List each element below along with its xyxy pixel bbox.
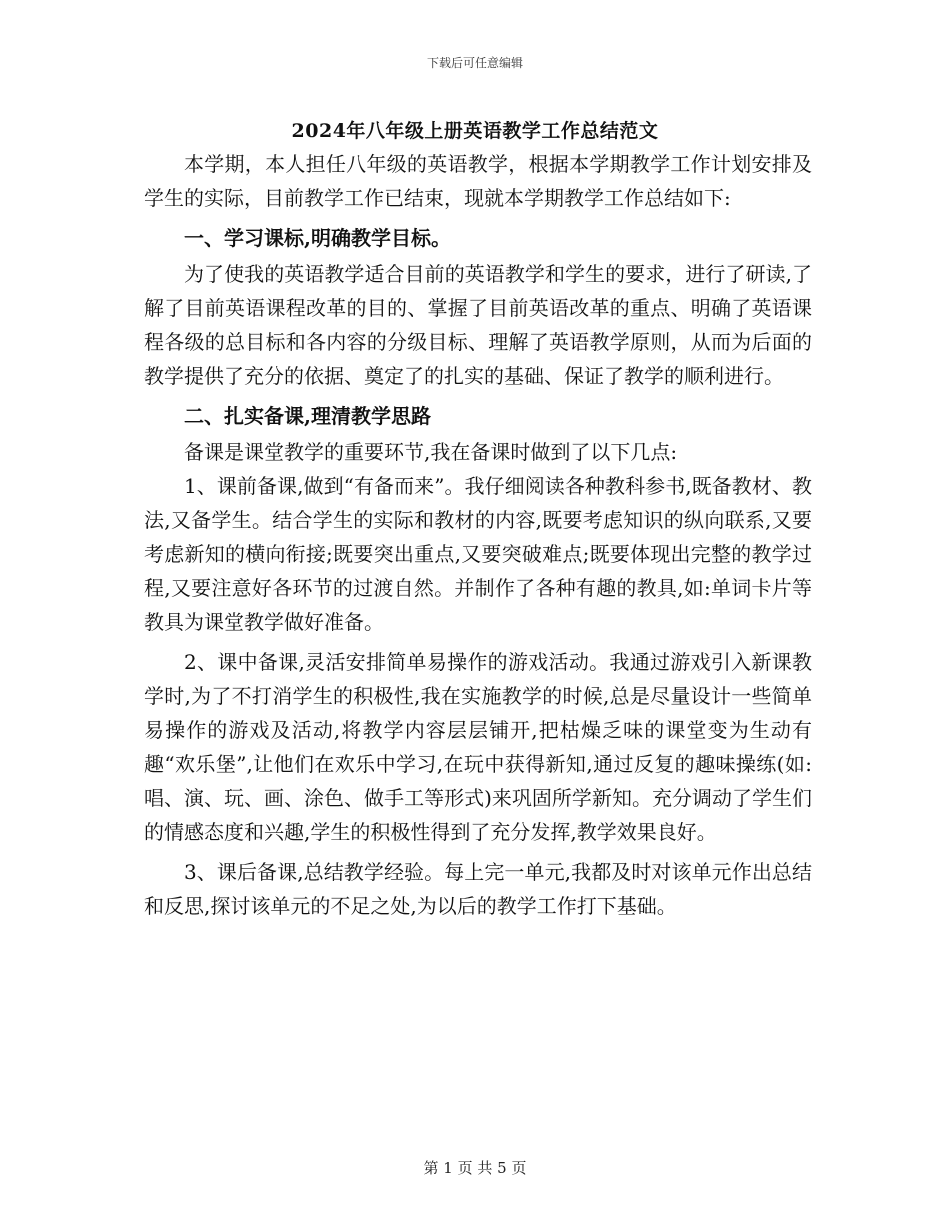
section-2-point-2: 2、课中备课,灵活安排简单易操作的游戏活动。我通过游戏引入新课教学时,为了不打消学生的积极性,我在实施教学的时候,总是尽量设计一些简单易操作的游戏及活动,将教学内容层层铺开,把枯燥乏味的课堂变为生动有趣“欢乐堡”,让他们在欢乐中学习,在玩中获得新知,通过反复的趣味操练(如:唱、演、玩、画、涂色、做手工等形式)来巩固所学新知。充分调动了学生们的情感态度和兴趣,学生的积极性得到了充分发挥,教学效果良好。: [144, 650, 812, 844]
document-body: [144, 147, 812, 923]
section-1-paragraph: 为了使我的英语教学适合目前的英语教学和学生的要求，进行了研读,了解了目前英语课程改革的目的、掌握了目前英语改革的重点、明确了英语课程各级的总目标和各内容的分级目标、理解了英语教学原则，从而为后面的教学提供了充分的依据、奠定了的扎实的基础、保证了教学的顺利进行。: [144, 262, 812, 388]
intro-paragraph: 本学期，本人担任八年级的英语教学，根据本学期教学工作计划安排及学生的实际，目前教学工作已结束，现就本学期教学工作总结如下:: [144, 152, 812, 210]
document-title: 2024年八年级上册英语教学工作总结范文: [291, 120, 659, 142]
section-2-point-3: 3、课后备课,总结教学经验。每上完一单元,我都及时对该单元作出总结和反思,探讨该单元的不足之处,为以后的教学工作打下基础。: [144, 860, 812, 918]
section-2-point-1: 1、课前备课,做到“有备而来”。我仔细阅读各种教科参书,既备教材、教法,又备学生。结合学生的实际和教材的内容,既要考虑知识的纵向联系,又要考虑新知的横向衔接;既要突出重点,又要突破难点;既要体现出完整的教学过程,又要注意好各环节的过渡自然。并制作了各种有趣的教具,如:单词卡片等教具为课堂教学做好准备。: [144, 474, 812, 634]
page-number: 第 1 页 共 5 页: [423, 1159, 527, 1177]
section-2-heading: 二、扎实备课,理清教学思路: [184, 404, 431, 428]
section-2-intro-paragraph: 备课是课堂教学的重要环节,我在备课时做到了以下几点:: [184, 440, 678, 464]
page-header-note: 下载后可任意编辑: [426, 56, 523, 70]
section-1-heading: 一、学习课标,明确教学目标。: [184, 226, 451, 250]
